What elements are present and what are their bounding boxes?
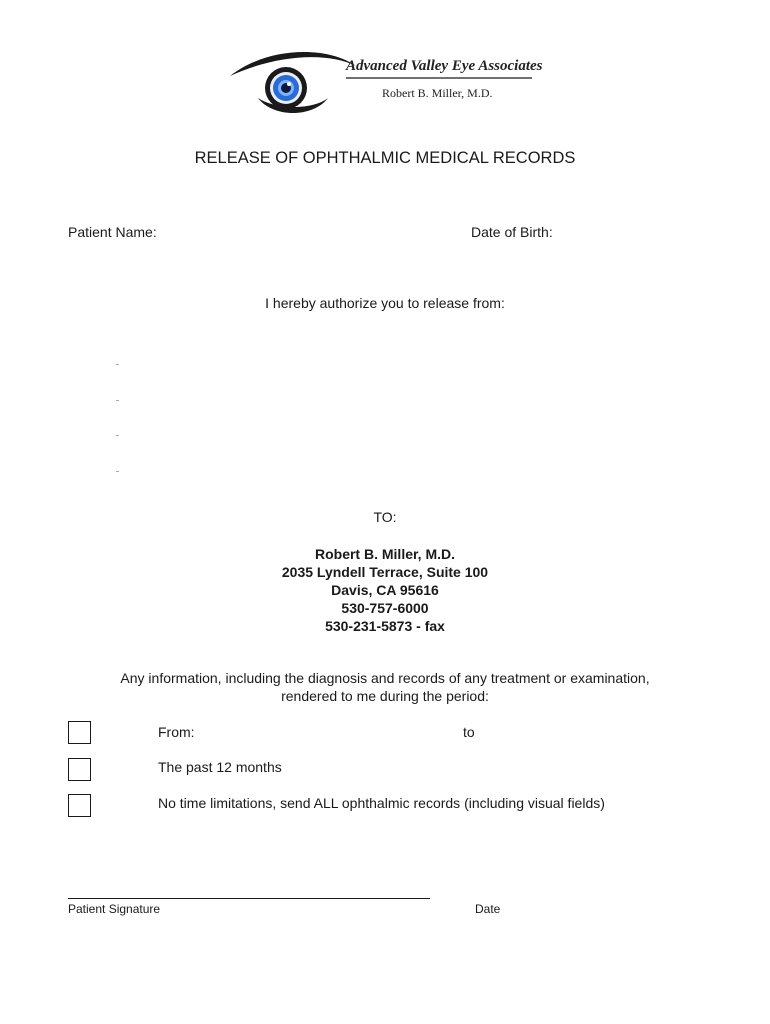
recipient-street: 2035 Lyndell Terrace, Suite 100 (281, 564, 489, 580)
release-from-line-1[interactable] (116, 364, 119, 365)
recipient-address (0, 545, 770, 635)
release-from-line-2[interactable] (116, 400, 119, 401)
to-label: TO: (373, 509, 397, 525)
practice-logo (228, 48, 543, 118)
patient-name-label: Patient Name: (68, 224, 157, 240)
past-12-months-checkbox[interactable] (68, 758, 91, 781)
to-word: to (463, 724, 475, 740)
recipient-fax: 530-231-5873 - fax (325, 618, 445, 634)
past-12-months-label: The past 12 months (158, 759, 282, 775)
recipient-phone: 530-757-6000 (341, 600, 429, 616)
release-from-line-4[interactable] (116, 471, 119, 472)
recipient-name: Robert B. Miller, M.D. (314, 546, 455, 562)
all-records-label: No time limitations, send ALL ophthalmic records (including visual fields) (158, 795, 605, 811)
from-date-checkbox[interactable] (68, 721, 91, 744)
doctor-name: Robert B. Miller, M.D. (382, 86, 493, 100)
page-title: RELEASE OF OPHTHALMIC MEDICAL RECORDS (194, 149, 576, 167)
period-description-line-2: rendered to me during the period: (281, 688, 489, 704)
recipient-city: Davis, CA 95616 (331, 582, 439, 598)
dob-label: Date of Birth: (471, 224, 553, 240)
practice-name: Advanced Valley Eye Associates (346, 58, 543, 74)
all-records-checkbox[interactable] (68, 794, 91, 817)
period-description-line-1: Any information, including the diagnosis and records of any treatment or examination, (120, 670, 650, 686)
signature-line[interactable] (68, 898, 430, 899)
from-label: From: (158, 724, 195, 740)
period-description (0, 669, 770, 705)
release-from-line-3[interactable] (116, 435, 119, 436)
date-label: Date (475, 902, 501, 916)
signature-label: Patient Signature (68, 902, 161, 916)
authorize-text: I hereby authorize you to release from: (265, 295, 505, 311)
